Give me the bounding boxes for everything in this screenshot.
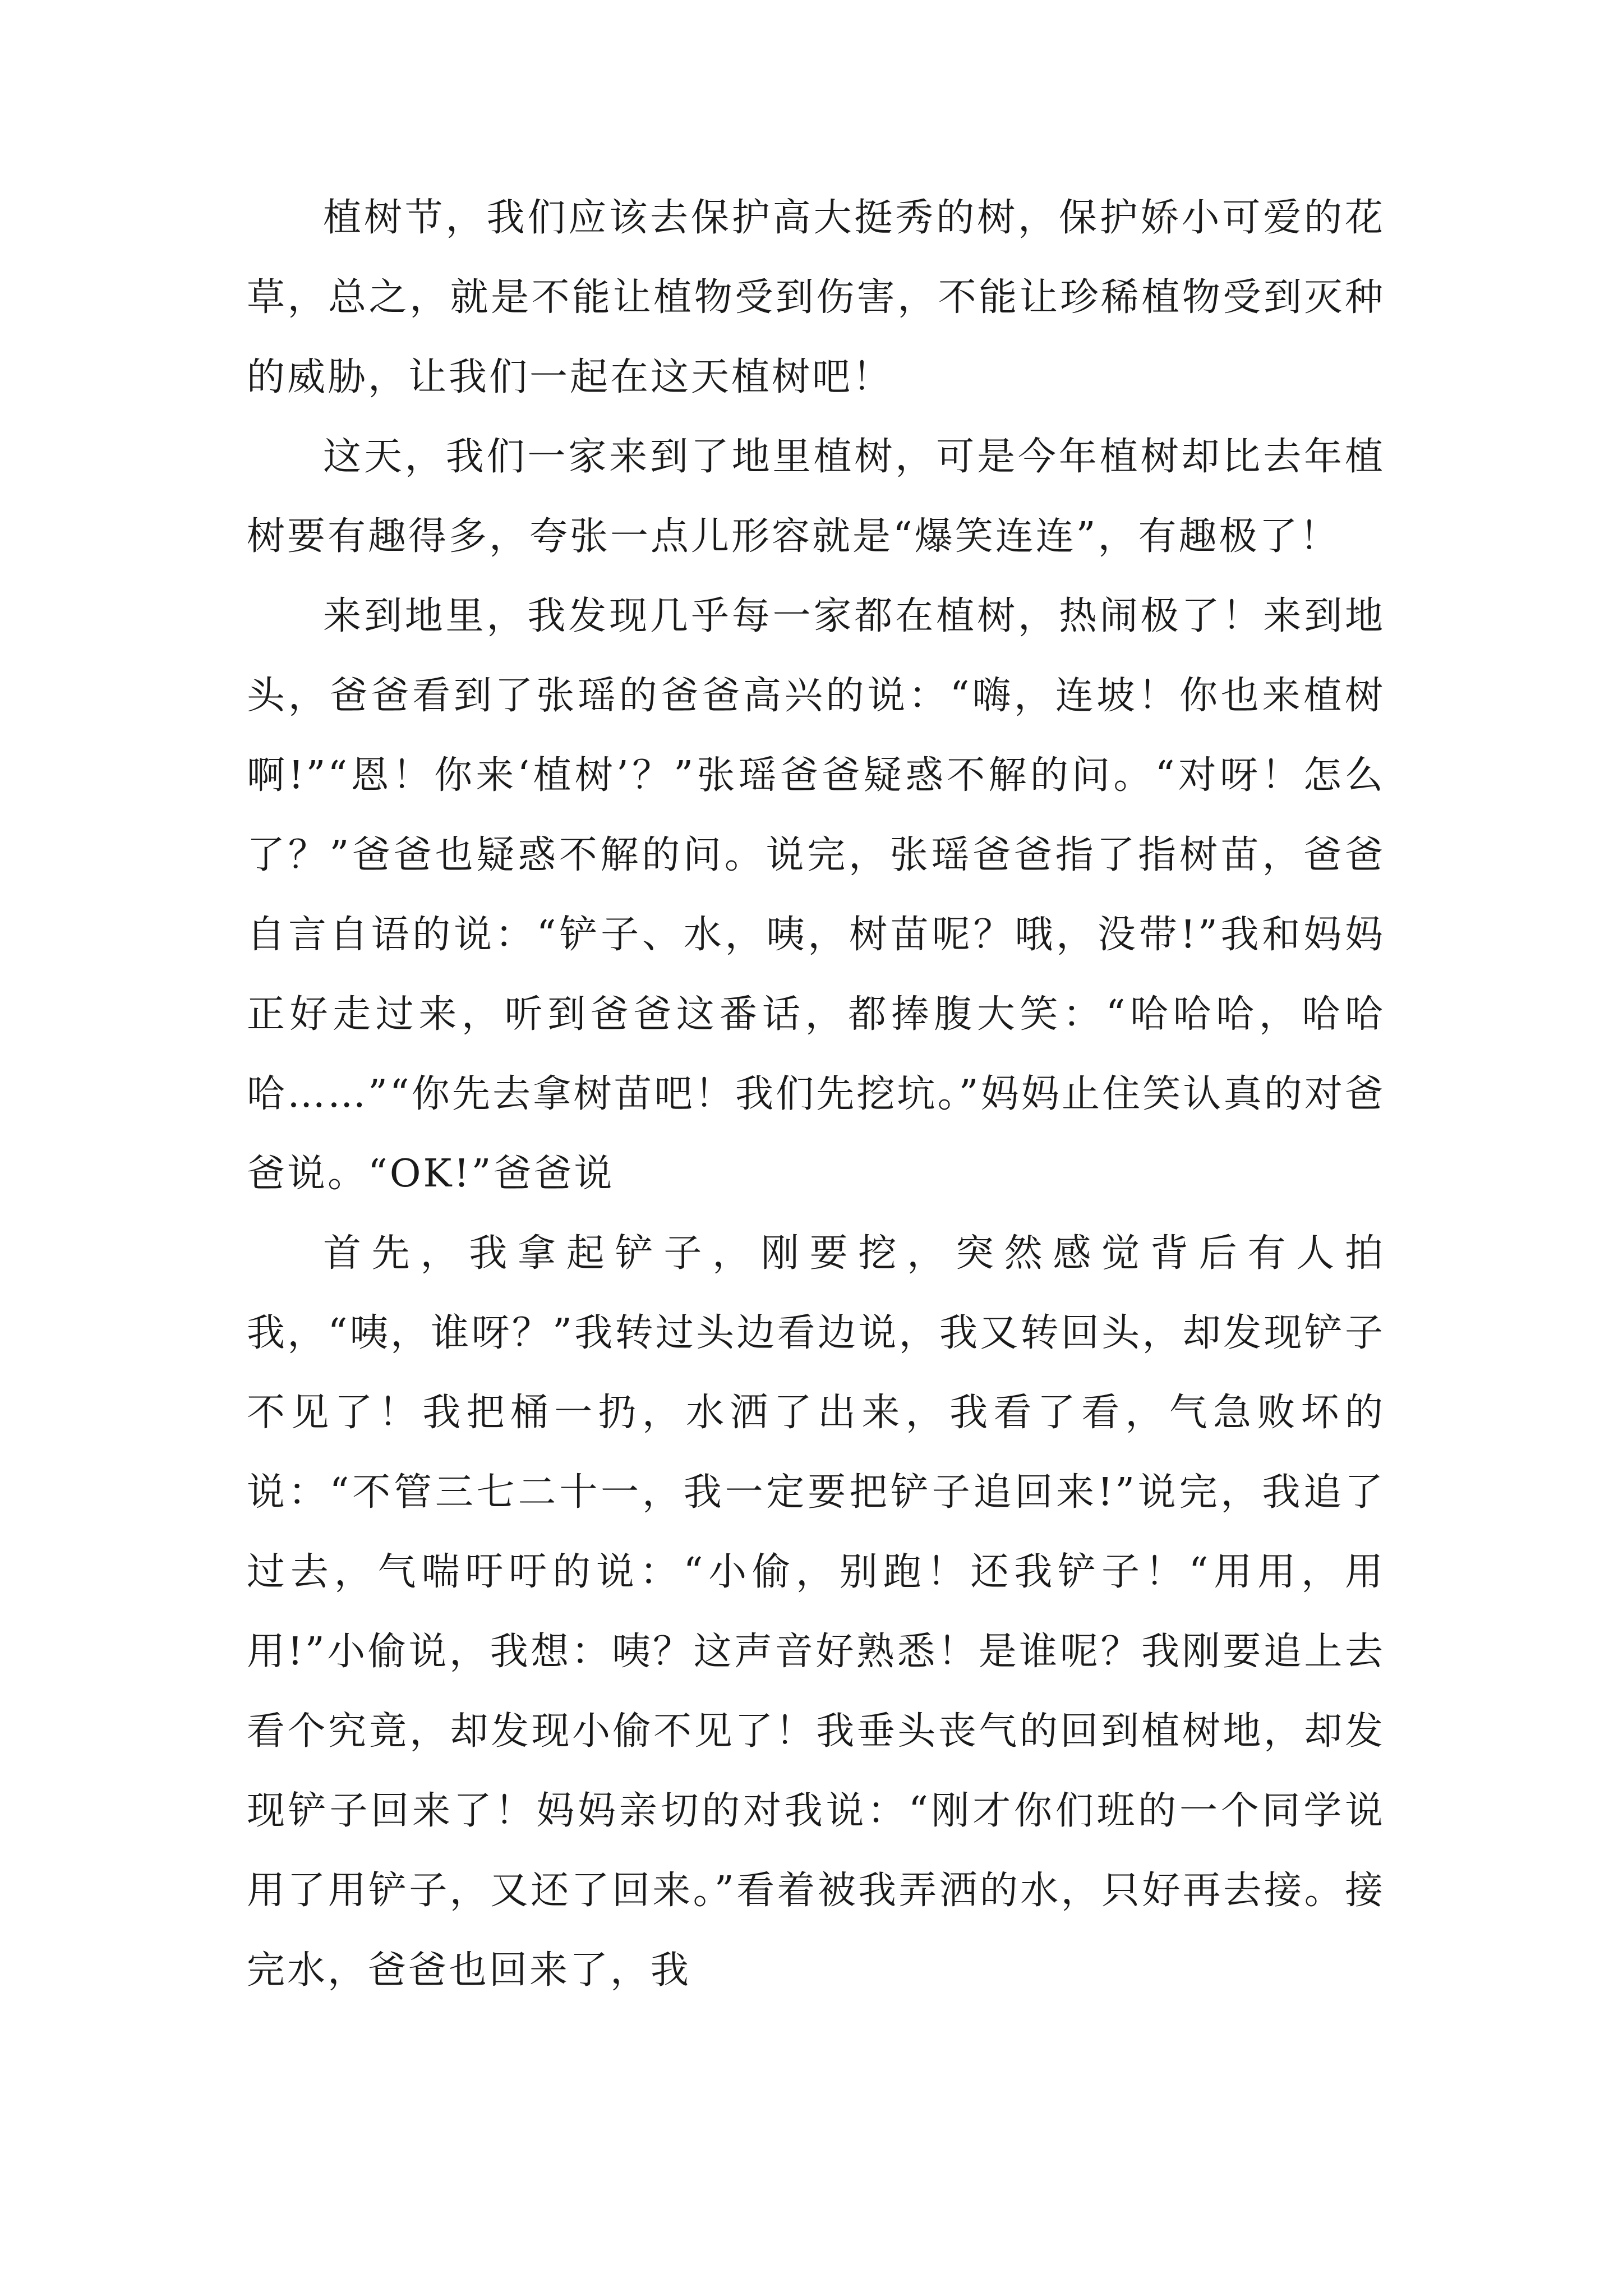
paragraph-2: 这天，我们一家来到了地里植树，可是今年植树却比去年植树要有趣得多，夸张一点儿形容就是“爆笑连连”，有趣极了！ [247, 435, 1385, 559]
document-body [247, 178, 1385, 2010]
paragraph-4: 首先，我拿起铲子，刚要挖，突然感觉背后有人拍我，“咦，谁呀？”我转过头边看边说，我又转回头，却发现铲子不见了！我把桶一扔，水洒了出来，我看了看，气急败坏的说：“不管三七二十一，我一定要把铲子追回来!”说完，我追了过去，气喘吁吁的说：“小偷，别跑！还我铲子！“用用，用用!”小偷说，我想：咦？这声音好熟悉！是谁呢？我刚要追上去看个究竟，却发现小偷不见了！我垂头丧气的回到植树地，却发现铲子回来了！妈妈亲切的对我说：“刚才你们班的一个同学说用了用铲子，又还了回来。”看着被我弄洒的水，只好再去接。接完水，爸爸也回来了，我 [247, 1231, 1385, 1993]
paragraph-3: 来到地里，我发现几乎每一家都在植树，热闹极了！来到地头，爸爸看到了张瑶的爸爸高兴的说：“嗨，连坡！你也来植树啊!”“恩！你来‘植树’？”张瑶爸爸疑惑不解的问。“对呀！怎么了？”爸爸也疑惑不解的问。说完，张瑶爸爸指了指树苗，爸爸自言自语的说：“铲子、水，咦，树苗呢？哦，没带!”我和妈妈正好走过来，听到爸爸这番话，都捧腹大笑：“哈哈哈，哈哈哈……”“你先去拿树苗吧！我们先挖坑。”妈妈止住笑认真的对爸爸说。“OK!”爸爸说 [247, 594, 1385, 1196]
paragraph-1: 植树节，我们应该去保护高大挺秀的树，保护娇小可爱的花草，总之，就是不能让植物受到伤害，不能让珍稀植物受到灭种的威胁，让我们一起在这天植树吧！ [247, 196, 1385, 399]
